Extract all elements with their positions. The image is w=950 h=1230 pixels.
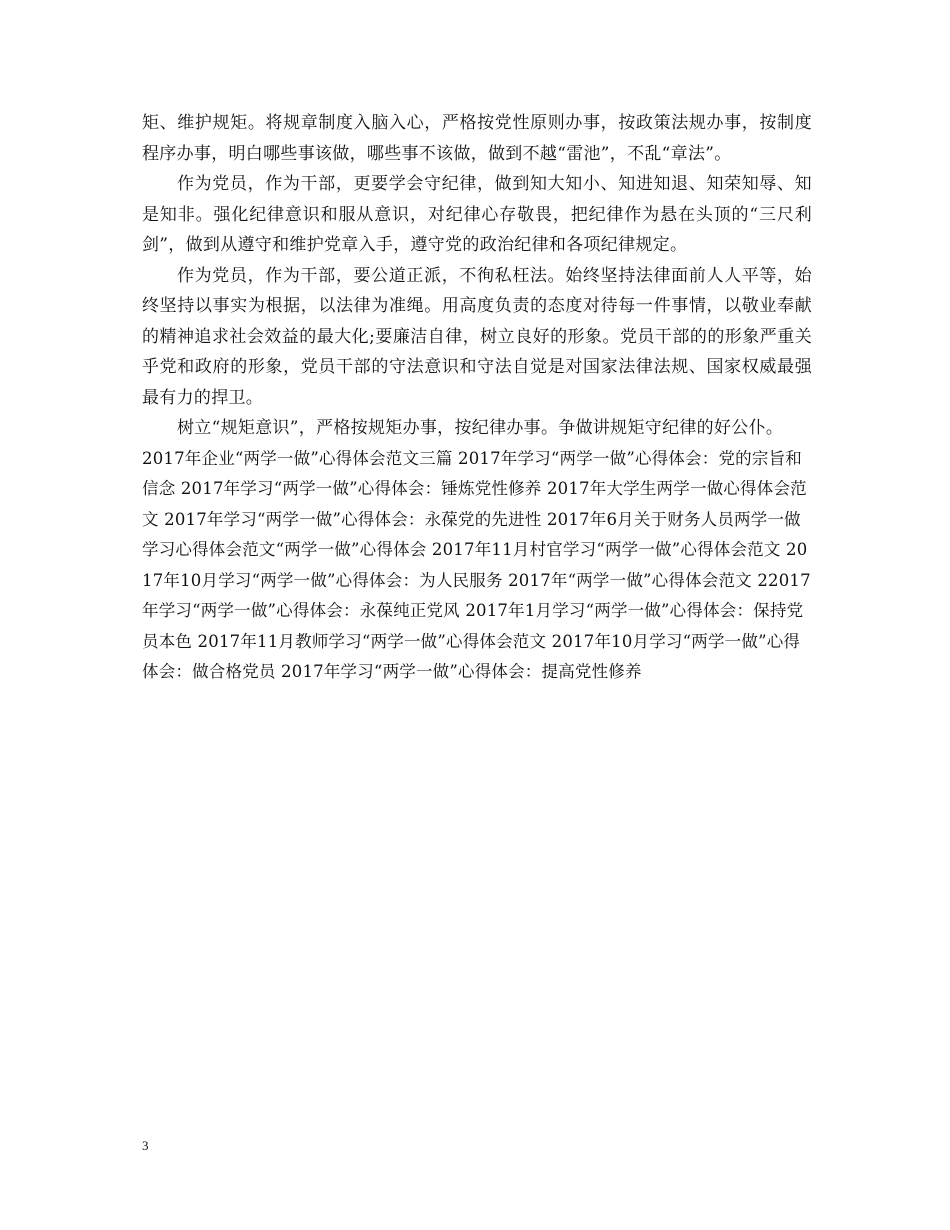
paragraph-discipline: 作为党员，作为干部，更要学会守纪律，做到知大知小、知进知退、知荣知辱、知是知非。强化纪律意识和服从意识，对纪律心存敬畏，把纪律作为悬在头顶的“三尺利剑”，做到从遵守和维护党章入手，遵守党的政治纪律和各项纪律规定。 [142,174,812,255]
paragraph-rules-awareness: 树立“规矩意识”，严格按规矩办事，按纪律办事。争做讲规矩守纪律的好公仆。 [177,418,784,438]
related-articles-list[interactable]: 2017年企业“两学一做”心得体会范文三篇 2017年学习“两学一做”心得体会：党的宗旨和信念 2017年学习“两学一做”心得体会：锤炼党性修养 2017年大学生两学一做心得体会范文 2017年学习“两学一做”心得体会：永葆党的先进性 2017年6月关于财务人员两学一做学习心得体会范文“两学一做”心得体会 2017年11月村官学习“两学一做”心得体会范文 2017年10月学习“两学一做”心得体会：为人民服务 2017年“两学一做”心得体会范文 22017年学习“两学一做”心得体会：永葆纯正党风 2017年1月学习“两学一做”心得体会：保持党员本色 2017年11月教师学习“两学一做”心得体会范文 2017年10月学习“两学一做”心得体会：做合格党员 2017年学习“两学一做”心得体会：提高党性修养 [142,448,811,681]
page-number: 3 [142,1138,149,1153]
paragraph-justice: 作为党员，作为干部，要公道正派，不徇私枉法。始终坚持法律面前人人平等，始终坚持以事实为根据，以法律为准绳。用高度负责的态度对待每一件事情，以敬业奉献的精神追求社会效益的最大化;要廉洁自律，树立良好的形象。党员干部的的形象严重关乎党和政府的形象，党员干部的守法意识和守法自觉是对国家法律法规、国家权威最强最有力的捍卫。 [142,265,812,408]
paragraph-continuation: 矩、维护规矩。将规章制度入脑入心，严格按党性原则办事，按政策法规办事，按制度程序办事，明白哪些事该做，哪些事不该做，做到不越“雷池”，不乱“章法”。 [142,113,812,164]
document-body [142,108,812,688]
